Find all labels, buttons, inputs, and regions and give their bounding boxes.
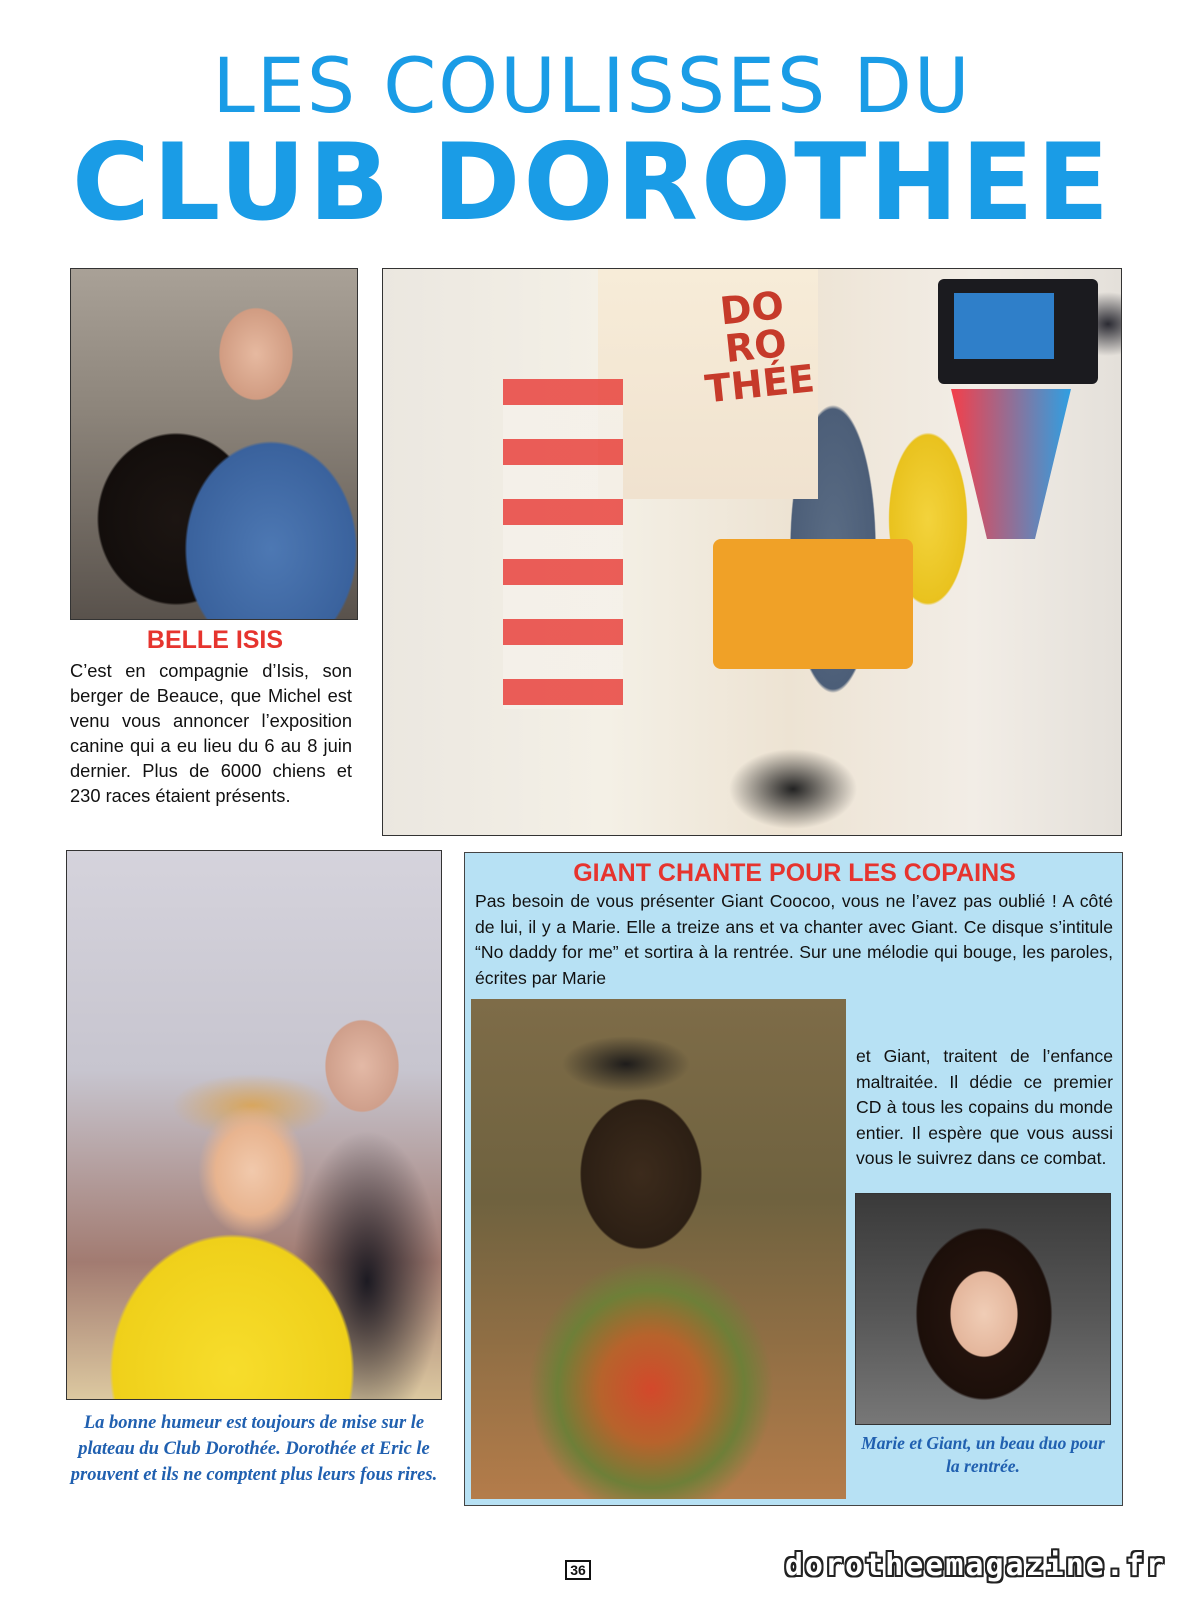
photo-dorothee-eric xyxy=(66,850,442,1400)
pedestal xyxy=(951,389,1071,539)
studio-sign-logo: DO RO THÉE xyxy=(702,282,817,412)
caption-dorothee-eric: La bonne humeur est toujours de mise sur le plateau du Club Dorothée. Dorothée et Eric le prouvent et ils ne comptent plus leurs fous rires. xyxy=(70,1413,438,1485)
striped-column xyxy=(503,379,623,709)
giant-box-text-side: et Giant, traitent de l’enfance maltraitée. Il dédie ce premier CD à tous les copains du monde entier. Il espère que vous aussi vous le suivrez dans ce combat. xyxy=(856,1046,1113,1168)
page-number: 36 xyxy=(565,1560,591,1580)
giant-box-text-top: Pas besoin de vous présenter Giant Coocoo, vous ne l’avez pas oublié ! A côté de lui, il y a Marie. Elle a treize ans et va chanter avec Giant. Ce disque s’intitule “No daddy for me” et sortira à la rentrée. Sur une mélodie qui bouge, les paroles, écrites par Marie xyxy=(475,891,1113,988)
sofa xyxy=(713,539,913,669)
photo-giant-coocoo xyxy=(471,999,846,1499)
giant-info-box xyxy=(464,852,1123,1506)
photo-marie xyxy=(855,1193,1111,1425)
tv-monitor xyxy=(938,279,1098,384)
section-text-belle-isis: C’est en compagnie d’Isis, son berger de Beauce, que Michel est venu vous annoncer l’exposition canine qui a eu lieu du 6 au 8 juin dernier. Plus de 6000 chiens et 230 races étaient présents. xyxy=(70,660,352,806)
caption-marie-giant: Marie et Giant, un beau duo pour la rentrée. xyxy=(861,1433,1105,1476)
page-title-line2: CLUB DOROTHEE xyxy=(72,121,1112,244)
giant-box-title: GIANT CHANTE POUR LES COPAINS xyxy=(573,859,1016,887)
website-watermark: dorotheemagazine.fr xyxy=(784,1548,1166,1583)
photo-michel-with-dog xyxy=(70,268,358,620)
photo-studio-set xyxy=(382,268,1122,836)
page-title-line1: LES COULISSES DU xyxy=(212,41,972,130)
section-title-belle-isis: BELLE ISIS xyxy=(146,626,284,654)
